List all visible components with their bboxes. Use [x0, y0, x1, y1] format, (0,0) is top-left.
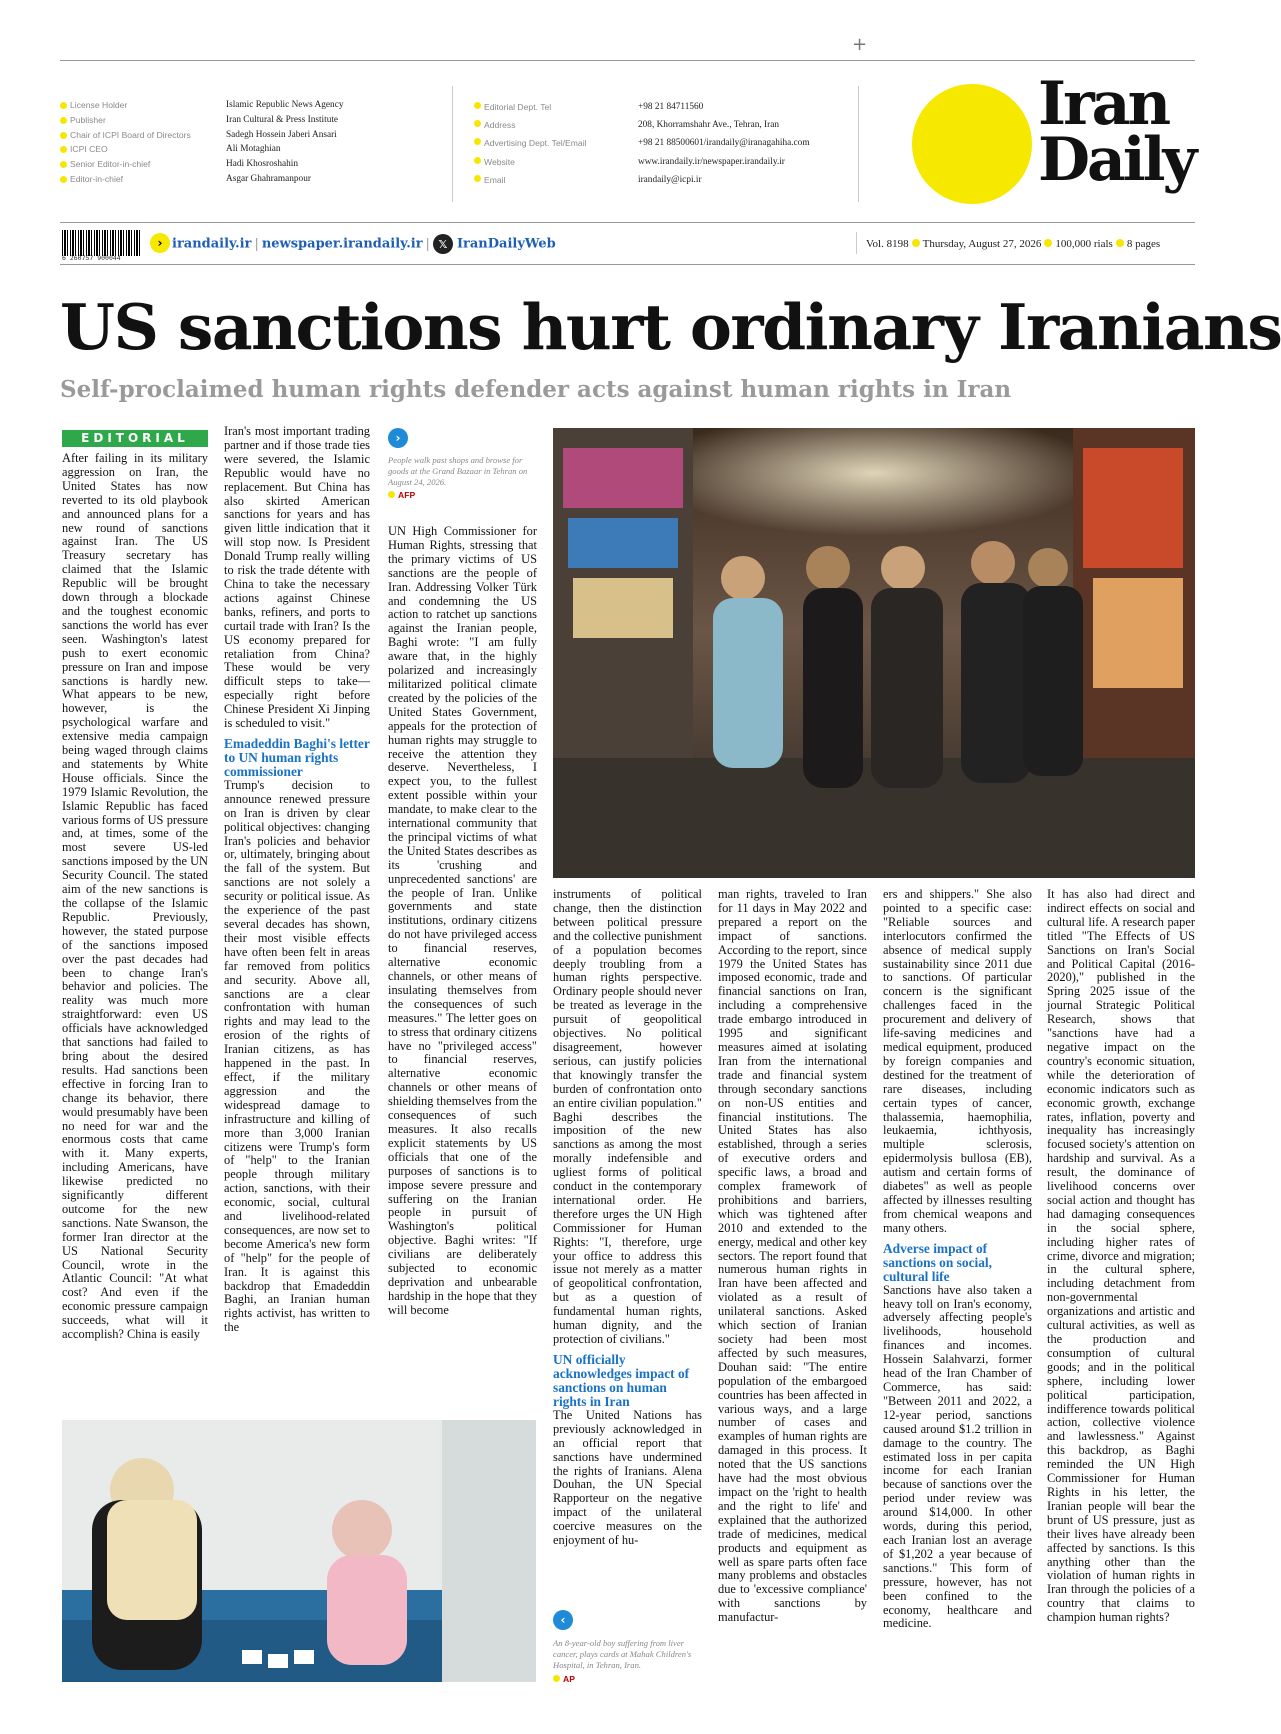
article-text: It has also had direct and indirect effects on social and cultural life. A research paper titled "The Effects of US Sanctions on Iran's Social and Political Capital (2016-2020)," published in the Spring 2025 issue of the journal Strategic Political Research, shows that "sanctions have had a negative impact on the country's economic situation, while the deterioration of economic indicators such as economic growth, exchange rates, inflation, poverty and inequality has increasingly focused society's attention on hardship and survival. As a result, the dominance of livelihood concerns over social action and thought has had damaging consequences in the social sphere, including higher rates of crime, divorce and migration; in the cultural sphere, including detachment from non-governmental organizations and artistic and cultural activities, as well as the production and consumption of cultural goods; and in the political sphere, including lower political participation, indifference towards political action, collective violence and lawlessness." Against this backdrop, as Baghi reminded the UN High Commissioner for Human Rights in his letter, the Iranian people will bear the brunt of US pressure, just as their lives have already been affected by sanctions. Is this anything other than the violation of human rights in Iran through the policies of a country that claims to champion human rights? — [1047, 887, 1195, 1625]
info-value: 208, Khorramshahr Ave., Tehran, Iran — [638, 120, 779, 131]
masthead-values-right — [638, 98, 858, 189]
info-label: Chair of ICPI Board of Directors — [60, 128, 220, 143]
article-text: After failing in its military aggression on Iran, the United States has now reverted to its old playbook and announced plans for a new round of sanctions against Iran. The US Treasury secretary has claimed that the Islamic Republic will be brought down through a blockade and the toughest economic sanctions the world has ever seen. Washington's latest push to exert economic pressure on Iran and impose sanctions is hardly new. What appears to be new, however, is the psychological warfare and extensive media campaign being waged through claims and statements by White House officials. Since the 1979 Islamic Revolution, the Islamic Republic has faced various forms of US pressure and, at times, some of the most severe US-led sanctions imposed by the UN Security Council. The stated aim of the new sanctions is the collapse of the Islamic Republic. Previously, however, the stated purpose of the sanctions imposed over the past decades had been to change Iran's behavior and policies. The reality was much more straightforward: even US officials have acknowledged that sanctions had failed to bring about the desired results. Had sanctions been effective in forcing Iran to change its behavior, there would presumably have been no need for war and the enormous costs that came with it. Many experts, including Americans, have likewise predicted no significantly different outcome for the new sanctions. Nate Swanson, the former Iran director at the US National Security Council, wrote in the Atlantic Council: "At what cost? And even if the economic pressure campaign succeeds, what will it accomplish? China is easily — [62, 451, 208, 1342]
x-social-icon: 𝕏 — [433, 234, 453, 254]
arrow-left-icon: ‹ — [553, 1610, 573, 1630]
photo-credit — [388, 490, 415, 500]
section-subhead: UN officially acknowledges impact of sanctions on human rights in Iran — [553, 1351, 690, 1409]
article-text: The United Nations has previously acknowledged in an official report that sanctions have undermined the rights of Iranians. Alena Douhan, the UN Special Rapporteur on the negative impact of the unilateral coercive measures on the enjoyment of hu- — [553, 1407, 702, 1548]
article-text: UN High Commissioner for Human Rights, stressing that the primary victims of US sanctions are the people of Iran. Addressing Volker Türk and condemning the US action to ratchet up sanctions against the Iranian people, Baghi wrote: "I am fully aware that, in the highly polarized and increasingly militarized political climate created by the policies of the United States Government, appeals for the protection of human rights may struggle to receive the attention they deserve. Nevertheless, I expect you, to the fullest extent possible within your mandate, to make clear to the international community that the principal victims of what the United States describes as its 'crushing and unprecedented sanctions' are the people of Iran. Unlike governments and state institutions, ordinary citizens do not have privileged access to financial reserves, alternative economic channels, or other means of insulating themselves from the consequences of such measures." The letter goes on to stress that ordinary citizens have no "privileged access" to financial reserves, alternative economic channels or other means of shielding themselves from the consequences of such measures. It also recalls explicit statements by US officials that one of the purposes of sanctions is to impose severe pressure and suffering on the Iranian people in pursuit of Washington's political objective. Baghi writes: "If civilians are deliberately subjected to economic deprivation and unbearable hardship in the hope that they will become — [388, 524, 538, 1317]
article-text: ers and shippers." She also pointed to a specific case: "Reliable sources and interlocutors confirmed the absence of medical supply sustainability since 2011 due to sanctions. Of particular concern is the significant challenges faced in the procurement and delivery of life-saving medicines and medical equipment, produced by foreign companies and destined for the treatment of rare diseases, including certain types of cancer, thalassemia, haemophilia, leukaemia, ichthyosis, multiple sclerosis, epidermolysis bullosa (EB), autism and certain forms of diabetes" as well as people affected by illnesses resulting from chemical weapons and many others. — [883, 887, 1032, 1235]
info-value: Islamic Republic News Agency — [226, 100, 344, 110]
info-label: Editor-in-chief — [60, 172, 220, 187]
masthead-values-left — [226, 98, 436, 187]
article-text: instruments of political change, then the distinction between political pressure and the collective punishment of a population becomes deeply troubling from a human rights perspective. Ordinary people should never be treated as leverage in the pursuit of geopolitical objectives. No political disagreement, however serious, can justify policies that knowingly transfer the burden of confrontation onto an entire civilian population." Baghi describes the imposition of the new sanctions as among the most morally indefensible and ugliest forms of political conduct in the contemporary international order. He therefore urges the UN High Commissioner for Human Rights: "I, therefore, urge your office to address this issue not merely as a matter of geopolitical confrontation, but as a question of fundamental human rights, human dignity, and the protection of civilians." — [553, 887, 702, 1346]
masthead-divider — [858, 86, 859, 202]
masthead-labels-left — [60, 98, 220, 187]
logo-line: Iran — [1038, 69, 1169, 139]
headline: US sanctions hurt ordinary Iranians — [60, 290, 1281, 364]
masthead-divider — [452, 86, 453, 202]
info-value: www.irandaily.ir/newspaper.irandaily.ir — [638, 156, 785, 167]
editorial-tag: EDITORIAL — [62, 430, 208, 447]
page-count: 8 pages — [1126, 238, 1161, 250]
article-text: Trump's decision to announce renewed pressure on Iran is driven by clear political objectives: changing Iran's policies and behavior or, ultimately, bringing about the fall of the system. But sanctions are not solely a security or political issue. As the experience of the past several decades has shown, their most visible effects have often been felt in areas far removed from politics and security. Above all, sanctions are a clear confrontation with human rights and may lead to the erosion of the rights of Iranian citizens, as has happened in the past. In effect, if the military aggression and the widespread damage to infrastructure and killing of more than 3,000 Iranian citizens were Trump's form of "help" to the Iranian people through military action, sanctions, with their economic, social, cultural and livelihood-related consequences, are now set to become America's new form of "help" for the people of Iran. It is against this backdrop that Emadeddin Baghi, an Iranian human rights activist, has written to the — [224, 777, 370, 1335]
credit-text: AP — [563, 1674, 575, 1684]
infobar-rule-bottom — [60, 264, 1195, 265]
hospital-photo — [62, 1420, 536, 1682]
logo-sun-icon — [912, 84, 1032, 204]
photo-credit — [553, 1674, 575, 1684]
info-value: Asgar Ghahramanpour — [226, 173, 311, 184]
article-column-2 — [224, 425, 370, 1385]
section-subhead: Emadeddin Baghi's letter to UN human rights commissioner — [224, 735, 370, 779]
price: 100,000 rials — [1055, 238, 1113, 250]
info-value: +98 21 88500601/irandaily@iranagahiha.com — [638, 138, 810, 149]
infobar-divider — [856, 232, 857, 254]
photo-illustration — [553, 428, 1195, 878]
infobar-rule-top — [60, 222, 1195, 223]
top-rule — [60, 60, 1195, 61]
crop-mark-icon: + — [852, 34, 868, 55]
info-label: Website — [474, 153, 634, 171]
dot-icon — [1044, 239, 1052, 247]
article-column-3 — [388, 525, 537, 1395]
masthead-labels-right — [474, 98, 634, 189]
issue-info — [866, 238, 1160, 250]
infobar-links: irandaily.ir | newspaper.irandaily.ir | 𝕏 IranDailyWeb — [172, 234, 556, 254]
logo[interactable] — [1038, 69, 1195, 195]
info-value: Ali Motaghian — [226, 144, 281, 155]
social-link[interactable]: IranDailyWeb — [456, 236, 556, 252]
info-value: +98 21 84711560 — [638, 102, 704, 112]
arrow-right-icon: › — [388, 428, 408, 448]
photo-caption: People walk past shops and browse for goods at the Grand Bazaar in Tehran on August 24, 2026. — [388, 455, 528, 487]
info-value: irandaily@icpi.ir — [638, 174, 702, 185]
credit-text: AFP — [398, 490, 416, 500]
photo-illustration — [62, 1420, 536, 1682]
info-label: Address — [474, 116, 634, 134]
info-label: Email — [474, 171, 634, 189]
info-label: Editorial Dept. Tel — [474, 98, 634, 116]
volume: Vol. 8198 — [866, 238, 909, 250]
article-text: Iran's most important trading partner and if those trade ties were severed, the Islamic Republic would have no replacement. But China has also skirted American sanctions for years and has given little indication that it will stop now. Is President Donald Trump really willing to risk the trade détente with China to take the necessary actions against Chinese banks, refiners, and ports to curtail trade with Iran? Is the US economy prepared for retaliation from China? These would be very difficult steps to take—especially right before Chinese President Xi Jinping is scheduled to visit." — [224, 424, 370, 731]
info-value: Hadi Khosroshahin — [226, 159, 299, 170]
dot-icon — [1116, 239, 1124, 247]
info-label: Publisher — [60, 113, 220, 128]
info-label: Senior Editor-in-chief — [60, 157, 220, 172]
article-text: man rights, traveled to Iran for 11 days in May 2022 and prepared a report on the impact of sanctions. According to the report, since 1979 the United States has imposed economic, trade and financial sanctions on Iran, including a comprehensive trade embargo introduced in 1995 and significant measures aimed at isolating Iran from the international trade and financial system through secondary sanctions on non-US entities and financial institutions. The United States has also established, through a series of executive orders and specific laws, a broad and complex framework of prohibitions and barriers, which was tightened after 2010 and extended to the energy, medical and other key sectors. The report found that numerous human rights in Iran have been affected and violated as a result of unilateral sanctions. Asked which section of Iranian society had been most affected by such measures, Douhan said: "The entire population of the embargoed countries has been affected in various ways, and a large number of cases and examples of human rights are damaged in this process. It noted that the US sanctions have had the most obvious impact on the 'right to health and the right to life' and explained that the authorized trade of medicines, medical products and equipment as well as spare parts often face many problems and obstacles due to 'excessive compliance' with sanctions by manufactur- — [718, 887, 867, 1625]
barcode-icon — [62, 230, 142, 256]
info-label: Advertising Dept. Tel/Email — [474, 134, 634, 152]
article-column-4 — [553, 887, 702, 1548]
photo-caption: An 8-year-old boy suffering from liver cancer, plays cards at Mahak Children's Hospital, in Tehran, Iran. — [553, 1638, 692, 1670]
info-label: License Holder — [60, 98, 220, 113]
arrow-right-icon: › — [150, 233, 170, 253]
newspaper-link[interactable]: newspaper.irandaily.ir — [261, 236, 423, 252]
article-column-6 — [883, 888, 1032, 1688]
grand-bazaar-photo — [553, 428, 1195, 878]
dot-icon — [553, 1675, 560, 1682]
logo-line: Daily — [1038, 125, 1195, 195]
barcode-number: 6 260757 900044 — [62, 254, 121, 262]
article-column-7 — [1047, 888, 1195, 1688]
article-column-5 — [718, 888, 867, 1688]
subheadline: Self-proclaimed human rights defender acts against human rights in Iran — [60, 376, 1012, 403]
dot-icon — [912, 239, 920, 247]
article-text: Sanctions have also taken a heavy toll on Iran's economy, adversely affecting people's livelihoods, household finances and incomes. Hossein Salahvarzi, former head of the Iran Chamber of Commerce, has said: "Between 2011 and 2022, a 12-year period, sanctions caused around $1.2 trillion in damage to the country. The estimated loss in per capita income for each Iranian because of sanctions over the period under review was around $14,000. In other words, during this period, each Iranian lost an average of $1,202 a year because of sanctions." This form of pressure, however, has not been confined to the economy, healthcare and medicine. — [883, 1282, 1032, 1631]
info-label: ICPI CEO — [60, 142, 220, 157]
section-subhead: Adverse impact of sanctions on social, cultural life — [883, 1240, 993, 1284]
info-value: Sadegh Hossein Jaberi Ansari — [226, 129, 337, 140]
website-link[interactable]: irandaily.ir — [172, 236, 252, 252]
issue-date: Thursday, August 27, 2026 — [922, 238, 1042, 250]
info-value: Iran Cultural & Press Institute — [226, 114, 339, 125]
article-column-1 — [62, 452, 208, 1372]
dot-icon — [388, 491, 395, 498]
